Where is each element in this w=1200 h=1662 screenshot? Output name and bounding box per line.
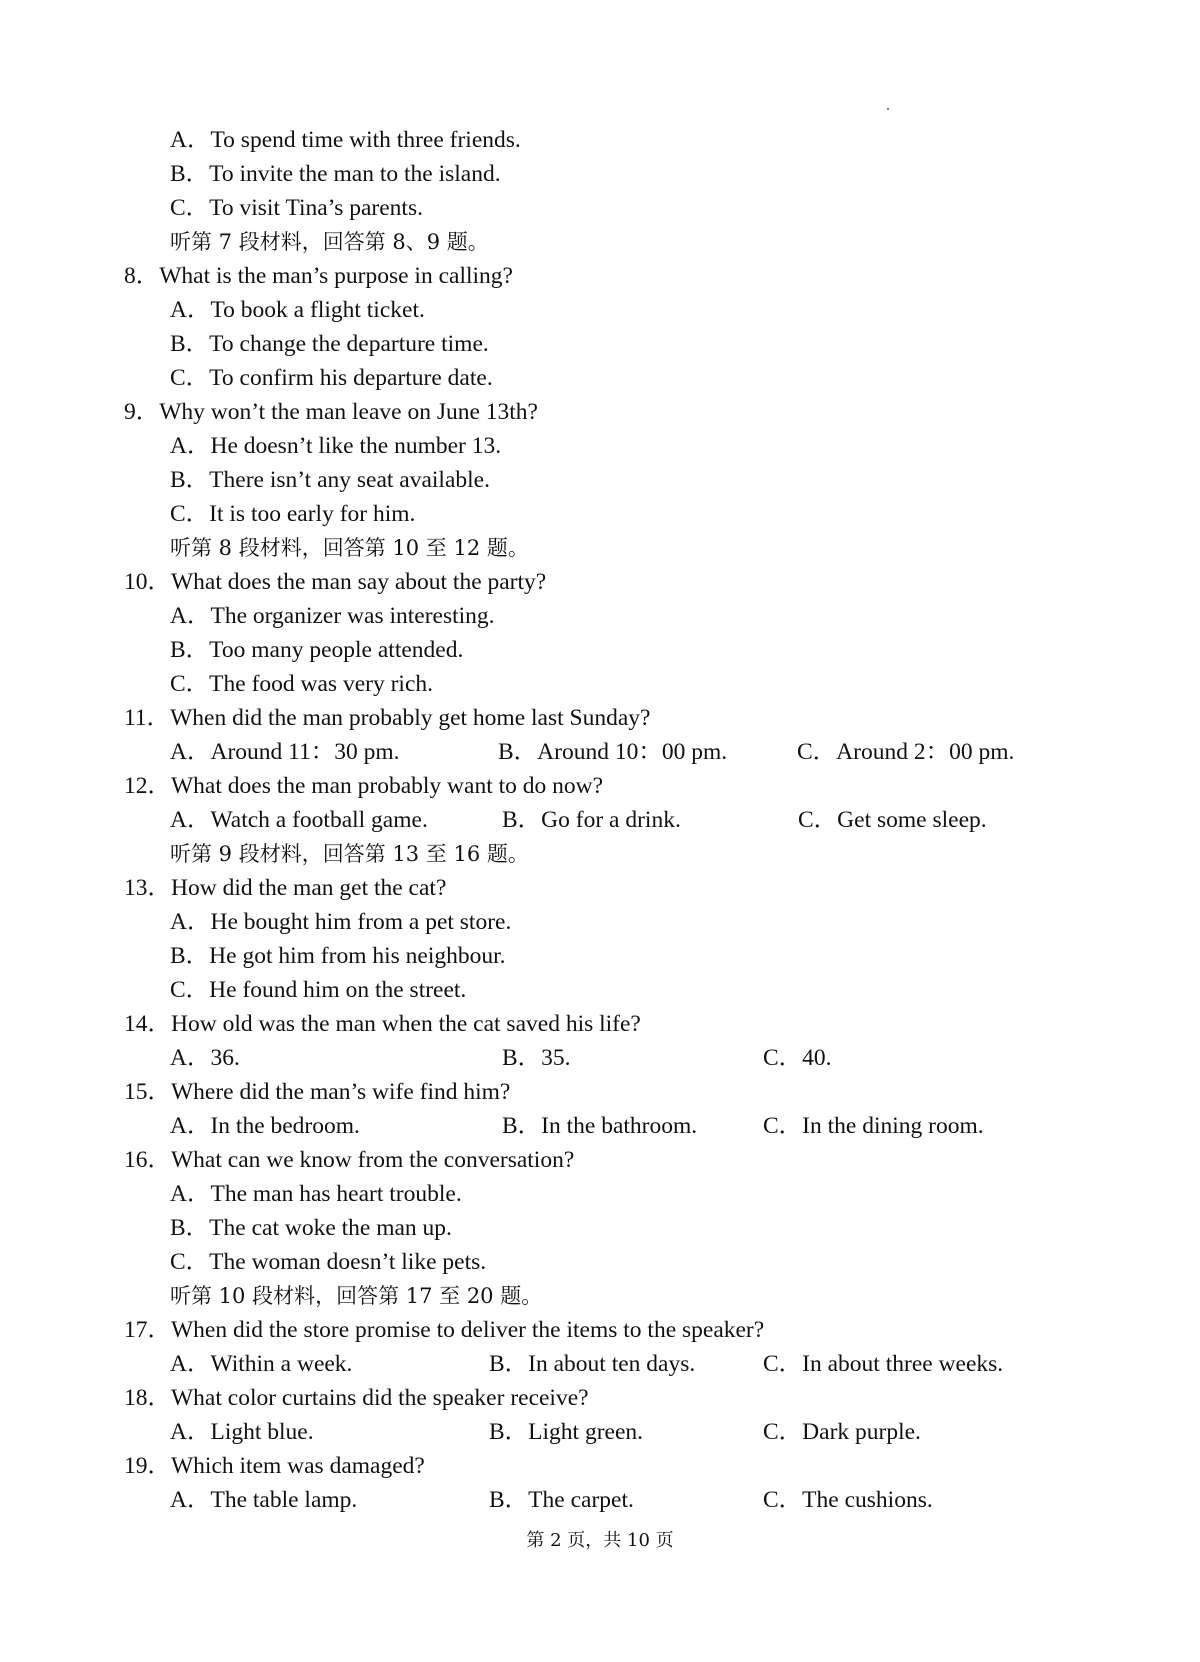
q15-option-c: C．In the dining room.	[763, 1113, 984, 1139]
q9-option-a: A．He doesn’t like the number 13.	[170, 433, 502, 459]
question-12: 12．What does the man probably want to do now?	[124, 773, 604, 799]
q7-option-a: A．To spend time with three friends.	[170, 127, 521, 153]
q12-option-c: C．Get some sleep.	[798, 807, 987, 833]
question-9: 9．Why won’t the man leave on June 13th?	[124, 399, 538, 425]
question-13: 13．How did the man get the cat?	[124, 875, 447, 901]
section-instruction-7: 听第 7 段材料，回答第 8、9 题。	[170, 230, 489, 254]
q15-option-a: A．In the bedroom.	[170, 1113, 360, 1139]
page-footer: 第 2 页，共 10 页	[526, 1530, 674, 1551]
question-18: 18．What color curtains did the speaker receive?	[124, 1385, 589, 1411]
section-instruction-9: 听第 9 段材料，回答第 13 至 16 题。	[170, 842, 529, 866]
q18-option-c: C．Dark purple.	[763, 1419, 921, 1445]
q14-option-b: B．35.	[502, 1045, 571, 1071]
section-instruction-8: 听第 8 段材料，回答第 10 至 12 题。	[170, 536, 529, 560]
question-10: 10．What does the man say about the party?	[124, 569, 547, 595]
question-16: 16．What can we know from the conversation?	[124, 1147, 575, 1173]
q15-options-row	[0, 1110, 1200, 1142]
q9-option-c: C．It is too early for him.	[170, 501, 416, 527]
q11-option-b: B．Around 10：00 pm.	[498, 739, 728, 765]
q12-option-a: A．Watch a football game.	[170, 807, 428, 833]
q12-option-b: B．Go for a drink.	[502, 807, 681, 833]
q13-option-c: C．He found him on the street.	[170, 977, 467, 1003]
q11-option-a: A．Around 11：30 pm.	[170, 739, 400, 765]
q19-option-c: C．The cushions.	[763, 1487, 933, 1513]
q9-option-b: B．There isn’t any seat available.	[170, 467, 490, 493]
q15-option-b: B．In the bathroom.	[502, 1113, 698, 1139]
question-14: 14．How old was the man when the cat saved his life?	[124, 1011, 641, 1037]
q17-option-b: B．In about ten days.	[489, 1351, 696, 1377]
q14-options-row	[0, 1042, 1200, 1074]
scan-speck	[887, 108, 889, 110]
section-instruction-10: 听第 10 段材料，回答第 17 至 20 题。	[170, 1284, 543, 1308]
q13-option-a: A．He bought him from a pet store.	[170, 909, 512, 935]
q10-option-a: A．The organizer was interesting.	[170, 603, 495, 629]
q14-option-a: A．36.	[170, 1045, 240, 1071]
question-11: 11．When did the man probably get home last Sunday?	[124, 705, 651, 731]
q18-option-b: B．Light green.	[489, 1419, 644, 1445]
question-19: 19．Which item was damaged?	[124, 1453, 425, 1479]
q16-option-b: B．The cat woke the man up.	[170, 1215, 452, 1241]
question-17: 17．When did the store promise to deliver the items to the speaker?	[124, 1317, 765, 1343]
q12-options-row	[0, 804, 1200, 836]
q11-options-row	[0, 736, 1200, 768]
question-8: 8．What is the man’s purpose in calling?	[124, 263, 513, 289]
q7-option-c: C．To visit Tina’s parents.	[170, 195, 423, 221]
q14-option-c: C．40.	[763, 1045, 832, 1071]
q8-option-c: C．To confirm his departure date.	[170, 365, 493, 391]
q8-option-a: A．To book a flight ticket.	[170, 297, 425, 323]
q8-option-b: B．To change the departure time.	[170, 331, 489, 357]
q16-option-a: A．The man has heart trouble.	[170, 1181, 462, 1207]
q17-options-row	[0, 1348, 1200, 1380]
q19-option-a: A．The table lamp.	[170, 1487, 358, 1513]
q18-option-a: A．Light blue.	[170, 1419, 314, 1445]
q19-options-row	[0, 1484, 1200, 1516]
q18-options-row	[0, 1416, 1200, 1448]
q10-option-c: C．The food was very rich.	[170, 671, 433, 697]
q10-option-b: B．Too many people attended.	[170, 637, 464, 663]
q13-option-b: B．He got him from his neighbour.	[170, 943, 506, 969]
q16-option-c: C．The woman doesn’t like pets.	[170, 1249, 487, 1275]
q19-option-b: B．The carpet.	[489, 1487, 634, 1513]
q7-option-b: B．To invite the man to the island.	[170, 161, 501, 187]
question-15: 15．Where did the man’s wife find him?	[124, 1079, 511, 1105]
q11-option-c: C．Around 2：00 pm.	[797, 739, 1015, 765]
q17-option-a: A．Within a week.	[170, 1351, 353, 1377]
q17-option-c: C．In about three weeks.	[763, 1351, 1004, 1377]
